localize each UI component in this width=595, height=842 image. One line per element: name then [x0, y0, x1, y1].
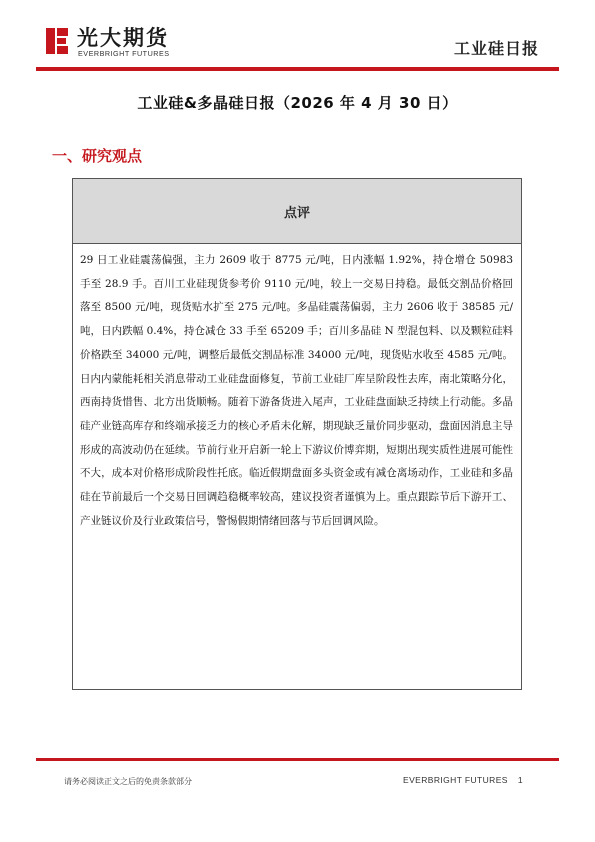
commentary-table-header: 点评: [73, 179, 521, 244]
document-type-title: 工业硅日报: [453, 39, 539, 58]
commentary-body: 29 日工业硅震荡偏强，主力 2609 收于 8775 元/吨，日内涨幅 1.92%，持仓增仓 50983 手至 28.9 手。百川工业硅现货参考价 9110 元/吨，较上一交易日持稳。最低交割品价格回落至 8500 元/吨，现货贴水扩至 275 元/吨。多晶硅震荡偏弱，主力 2606 收于 38585 元/吨，日内跌幅 0.4%，持仓减仓 33 手至 65209 手；百川多晶硅 N 型混包料、以及颗粒硅料价格跌至 34000 元/吨，调整后最低交割品标准 34000 元/吨，现货贴水收至 4585 元/吨。日内内蒙能耗相关消息带动工业硅盘面修复，节前工业硅厂库呈阶段性去库，南北策略分化，西南持货惜售、北方出货顺畅。随着下游备货进入尾声，工业硅盘面缺乏持续上行动能。多晶硅产业链高库存和终端承接乏力的核心矛盾未化解，期现缺乏量价同步驱动，盘面因消息主导形成的高波动仍在延续。节前行业开启新一轮上下游议价博弈期，短期出现实质性进展可能性不大，成本对价格形成阶段性托底。临近假期盘面多头资金或有减仓离场动作，工业硅和多晶硅在节前最后一个交易日回调趋稳概率较高，建议投资者谨慎为上。重点跟踪节后下游开工、产业链议价及行业政策信号，警惕假期情绪回落与节后回调风险。: [80, 254, 513, 527]
brand-name-en: EVERBRIGHT FUTURES: [78, 49, 170, 58]
header-divider: [36, 67, 559, 71]
footer-brand: EVERBRIGHT FUTURES: [403, 775, 508, 785]
footer-disclaimer: 请务必阅读正文之后的免责条款部分: [64, 777, 192, 786]
everbright-logo-icon: [44, 26, 70, 56]
brand-name-cn: 光大期货: [77, 26, 169, 50]
footer-brand-page: [403, 775, 523, 785]
page-number: 1: [517, 775, 523, 785]
report-title: 工业硅&多晶硅日报（2026 年 4 月 30 日）: [137, 94, 458, 112]
section-heading: 一、研究观点: [52, 147, 143, 165]
footer-divider: [36, 758, 559, 761]
commentary-table: [72, 178, 522, 690]
